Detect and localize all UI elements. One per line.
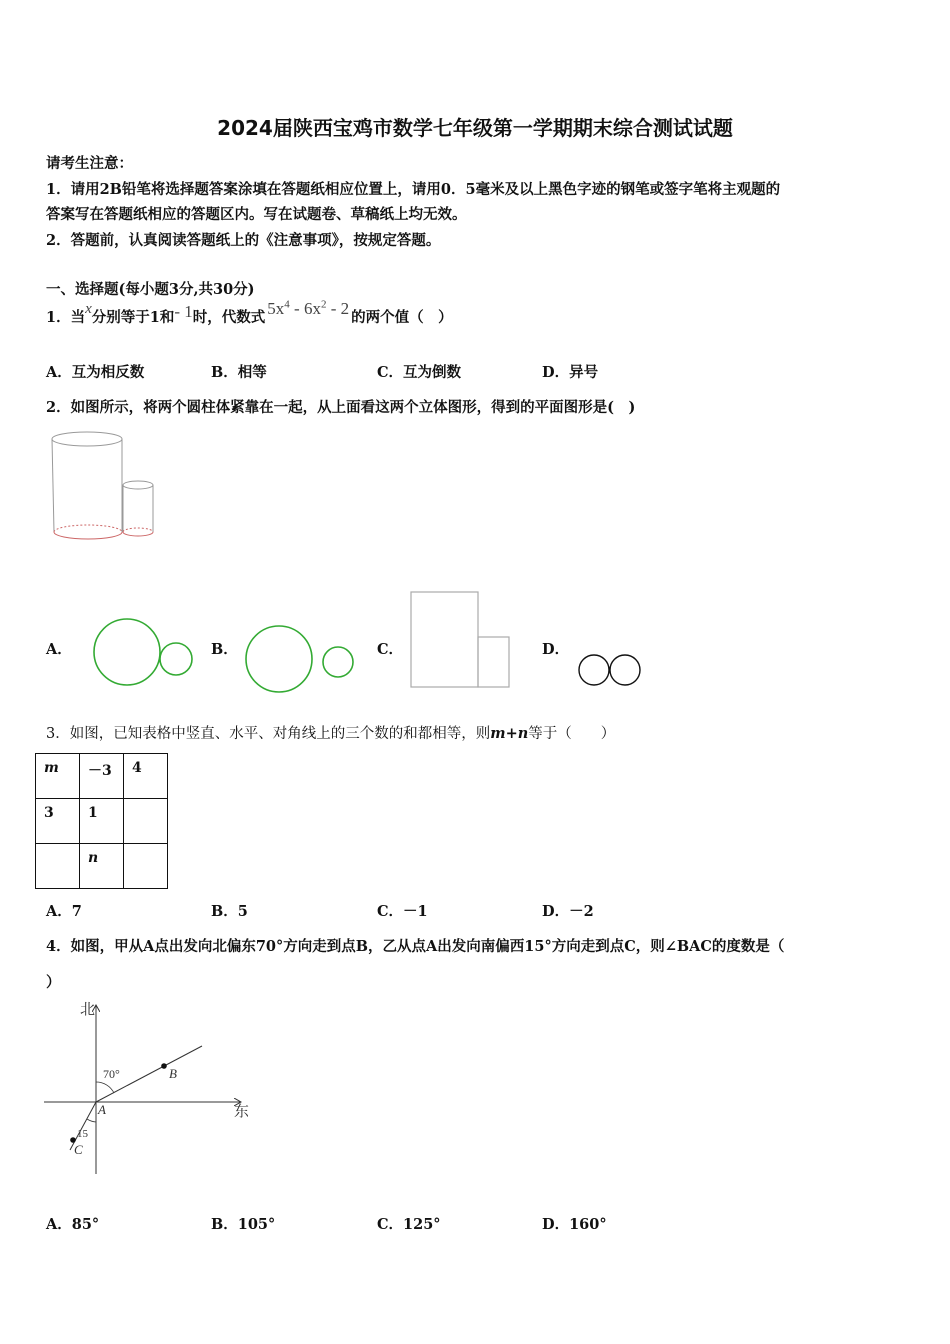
grid-cell [124,799,168,844]
grid-cell [36,844,80,889]
grid-cell: 3 [36,799,80,844]
grid-cell: n [80,844,124,889]
q1-suffix: 的两个值（ ） [351,309,453,326]
table-row [36,799,168,844]
question-3 [46,722,615,743]
small-cylinder-bottom [123,532,153,536]
q1-expr-a: 5x [267,299,285,318]
q3-option-c: C．－1 [377,903,428,920]
q1-prefix: 1．当 [46,309,86,326]
q1-expr-a-exp: 4 [284,298,290,311]
question-1 [46,298,453,327]
angle-arc-15 [87,1119,96,1122]
q2-option-b-figure [242,622,358,698]
q1-neg1: - 1 [174,302,193,321]
angle-70-label: 70° [103,1067,120,1081]
big-circle [94,619,160,685]
q2-option-c-label: C． [377,641,404,658]
q3-option-a: A．7 [46,903,82,920]
q2-option-a-label: A． [46,641,72,658]
right-circle [610,655,640,685]
page-title: 2024届陕西宝鸡市数学七年级第一学期期末综合测试试题 [217,116,733,140]
q4-direction-figure [40,998,260,1180]
q1-var: x [85,301,92,317]
q2-option-a-figure [90,615,196,691]
q2-option-b-label: B． [211,641,238,658]
q3-text-before: 3．如图，已知表格中竖直、水平、对角线上的三个数的和都相等，则 [46,726,491,742]
point-a-label: A [98,1102,106,1117]
notice-item1-line2: 答案写在答题纸相应的答题区内。写在试题卷、草稿纸上均无效。 [46,206,467,223]
north-label: 北 [80,1002,96,1018]
small-rectangle [478,637,509,687]
small-cylinder-bottom-back [123,528,153,532]
section-heading: 一、选择题(每小题3分,共30分) [46,281,255,298]
left-circle [579,655,609,685]
question-2: 2．如图所示，将两个圆柱体紧靠在一起，从上面看这两个立体图形，得到的平面图形是( ) [46,399,636,416]
notice-heading: 请考生注意： [46,155,133,172]
q3-option-b: B．5 [211,903,248,920]
q1-option-c: C．互为倒数 [377,364,462,381]
q4-option-b: B．105° [211,1216,276,1233]
question-4-line1: 4．如图，甲从A点出发向北偏东70°方向走到点B，乙从点A出发向南偏西15°方向走到点C，则∠BAC的度数是（ [46,938,785,955]
q4-option-d: D．160° [542,1216,607,1233]
q2-cylinders-figure [48,428,158,546]
point-c-label: C [74,1142,83,1157]
q4-option-a: A．85° [46,1216,100,1233]
q1-option-a: A．互为相反数 [46,364,145,381]
grid-cell: m [36,754,80,799]
notice-item2: 2．答题前，认真阅读答题纸上的《注意事项》，按规定答题。 [46,232,441,249]
q3-text-after: 等于（ ） [528,726,616,742]
q4-option-c: C．125° [377,1216,441,1233]
big-cylinder-left [52,439,54,532]
question-4-line2: ） [46,974,61,991]
q2-option-d-figure [576,652,646,690]
big-circle [246,626,312,692]
grid-cell [124,844,168,889]
q1-expr-c: - 2 [326,299,350,318]
small-cylinder-top [123,481,153,489]
big-cylinder-bottom [54,532,122,539]
table-row [36,844,168,889]
q3-option-d: D．－2 [542,903,594,920]
q1-mid2: 时，代数式 [192,309,266,326]
table-row [36,754,168,799]
big-rectangle [411,592,478,687]
angle-15-label: 15 [77,1128,88,1140]
grid-cell: 4 [124,754,168,799]
notice-item1-line1: 1．请用2B铅笔将选择题答案涂填在答题纸相应位置上，请用0．5毫米及以上黑色字迹的钢笔或签字笔将主观题的 [46,181,781,198]
q1-expr-b-exp: 2 [320,298,327,311]
grid-cell: －3 [80,754,124,799]
q1-option-b: B．相等 [211,364,267,381]
grid-cell: 1 [80,799,124,844]
big-cylinder-top [52,432,122,446]
small-circle [160,643,192,675]
small-circle [323,647,353,677]
big-cylinder-bottom-back [54,525,122,532]
q1-option-d: D．异号 [542,364,599,381]
angle-arc-70 [96,1082,114,1093]
east-label: 东 [234,1104,250,1120]
point-b-label: B [169,1066,177,1081]
q3-expression: m+n [490,725,529,742]
q2-option-c-figure [408,589,514,691]
q1-expr-b: - 6x [289,299,321,318]
point-b [161,1063,167,1069]
q2-option-d-label: D． [542,641,570,658]
q1-mid1: 分别等于1和 [91,309,175,326]
q1-expression [267,299,349,318]
q3-number-grid [35,753,168,889]
